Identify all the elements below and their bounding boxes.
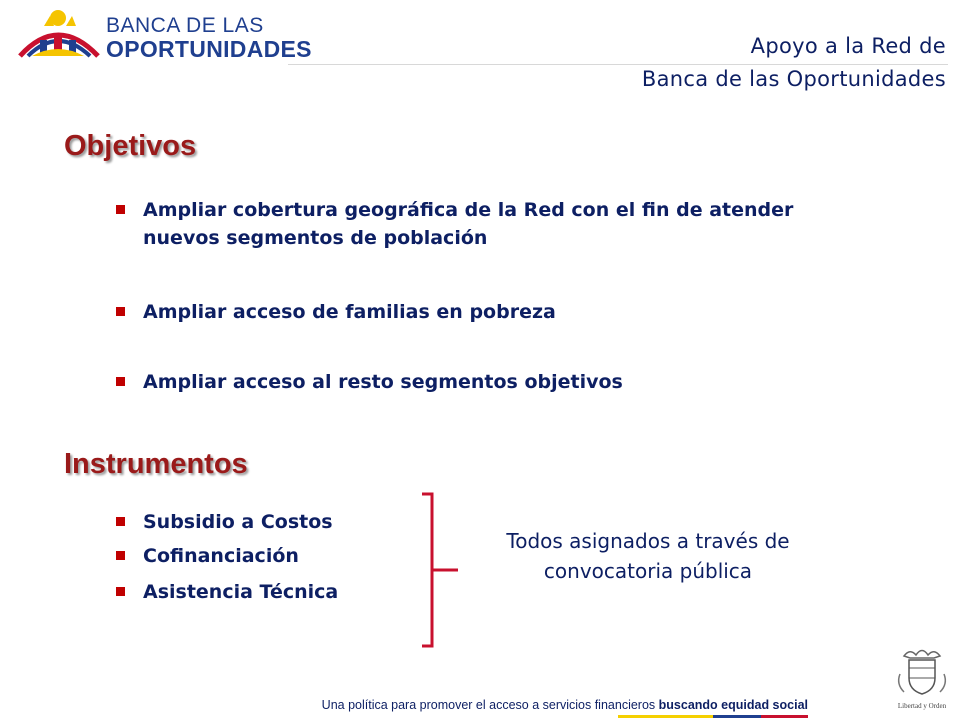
bullet-square-icon (116, 551, 125, 560)
objetivo-item-text: Ampliar acceso de familias en pobreza (143, 301, 556, 323)
footer-tagline (0, 698, 808, 712)
logo-text-line2: OPORTUNIDADES (106, 36, 312, 62)
bullet-square-icon (116, 205, 125, 214)
objetivo-item-text: Ampliar acceso al resto segmentos objetivos (143, 371, 623, 393)
footer-emphasis: buscando equidad social (658, 698, 808, 712)
colombia-flag-underline (618, 715, 808, 718)
objetivo-item (116, 368, 846, 396)
logo-emblem-icon (14, 6, 104, 64)
instrumento-item-text: Cofinanciación (143, 545, 299, 567)
right-brace-icon (418, 490, 462, 650)
instrumentos-note: Todos asignados a través de convocatoria pública (506, 529, 790, 583)
objetivo-item (116, 298, 846, 326)
objetivo-item-text: Ampliar cobertura geográfica de la Red con el fin de atender nuevos segmentos de población (143, 199, 794, 249)
shield-caption: Libertad y Orden (897, 702, 947, 710)
objetivo-item (116, 196, 846, 252)
page-title (642, 30, 946, 96)
instrumento-item-text: Subsidio a Costos (143, 511, 333, 533)
footer-text: Una política para promover el acceso a servicios financieros (321, 698, 656, 712)
banca-oportunidades-logo (14, 6, 312, 64)
bullet-square-icon (116, 377, 125, 386)
bullet-square-icon (116, 307, 125, 316)
instrumento-item-text: Asistencia Técnica (143, 581, 339, 603)
logo-text-line1: BANCA DE LAS (106, 14, 264, 37)
bullet-square-icon (116, 587, 125, 596)
page-title-line1: Apoyo a la Red de (750, 34, 946, 58)
objetivos-heading: Objetivos (64, 130, 197, 162)
bullet-square-icon (116, 517, 125, 526)
page-title-line2: Banca de las Oportunidades (641, 67, 946, 91)
instrumentos-heading: Instrumentos (64, 448, 248, 480)
coat-of-arms-icon (892, 646, 952, 712)
